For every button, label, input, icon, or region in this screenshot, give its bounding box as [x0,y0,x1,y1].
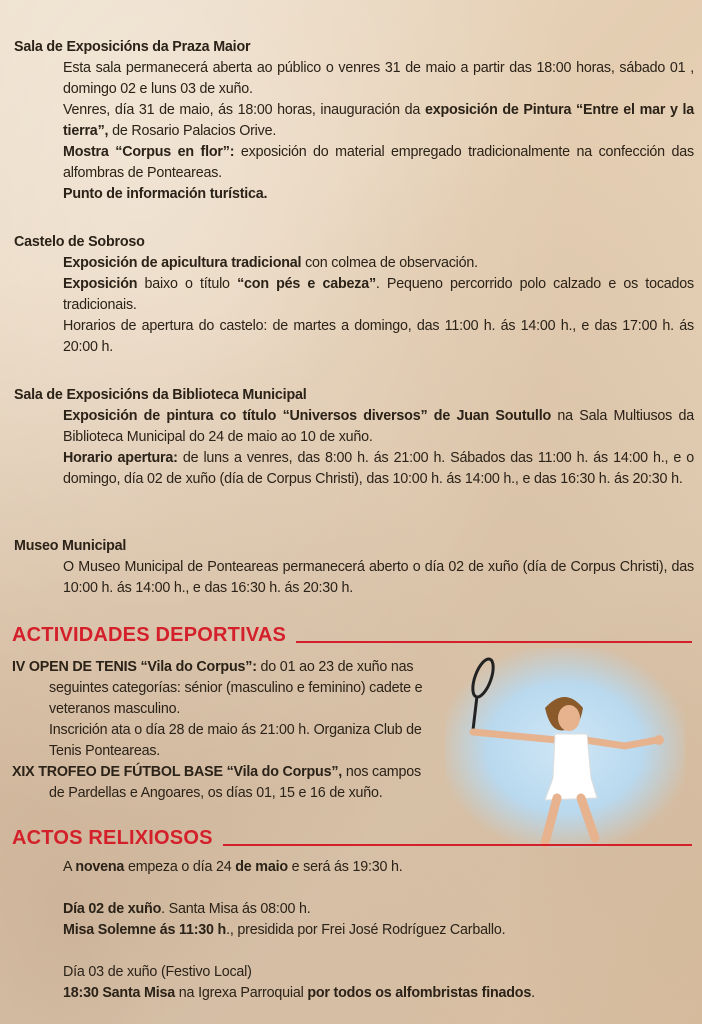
section-title: Sala de Exposicións da Praza Maior [14,39,251,55]
heading-text: ACTIVIDADES DEPORTIVAS [12,624,287,646]
spacer [63,941,683,962]
paragraph: O Museo Municipal de Ponteareas permanecerá aberto o día 02 de xuño (día de Corpus Christi), das 10:00 h. ás 14:00 h., e das 16:30 h. ás 20:30 h. [63,559,694,596]
text: de luns a venres, das 8:00 h. ás 21:00 h. Sábados das 11:00 h. ás 14:00 h., e o domingo, día 02 de xuño (día de Corpus Christi), das 10:00 h. ás 14:00 h., e das 16:30 h. ás 20:30 h. [63,450,695,487]
section-biblioteca [14,385,694,490]
section-praza-maior [14,37,694,205]
paragraph [63,899,683,920]
paragraph [63,920,683,941]
heading-rule [223,844,692,846]
list-item-tenis [12,657,452,678]
text: Venres, día 31 de maio, ás 18:00 horas, inauguración da [63,102,425,118]
text-bold: “con pés e cabeza” [237,276,376,292]
text-bold: Día 02 de xuño [63,901,162,917]
text: de Rosario Palacios Orive. [108,123,277,139]
paragraph [63,142,694,184]
text: exposición do material empregado tradicionalmente na confección das alfombras de Ponteareas. [63,144,694,181]
paragraph [63,448,694,490]
text-bold: exposición de Pintura “Entre el mar y la tierra”, [63,102,695,139]
text-bold: Exposición de apicultura tradicional [63,255,302,271]
section-title: Sala de Exposicións da Biblioteca Municipal [14,387,307,403]
list-item-futbol [12,762,452,783]
text-bold: Exposición [63,276,138,292]
paragraph: Inscrición ata o día 28 de maio ás 21:00 h. Organiza Club de Tenis Ponteareas. [49,722,422,759]
paragraph: Esta sala permanecerá aberta ao público o venres 31 de maio a partir das 18:00 horas, sábado 01 , domingo 02 e luns 03 de xuño. [63,60,694,97]
paragraph: Horarios de apertura do castelo: de martes a domingo, das 11:00 h. ás 14:00 h., e das 17:00 h. ás 20:00 h. [63,318,694,355]
spacer [63,878,683,899]
tennis-player-illustration [445,648,685,848]
text: do 01 ao 23 de xuño nas [256,659,414,675]
text-bold: Exposición de pintura co título “Universos diversos” de Juan Soutullo [63,408,552,424]
text: e será ás 19:30 h. [287,859,403,875]
text-bold: Mostra “Corpus en flor”: [63,144,235,160]
section-title: Museo Municipal [14,538,127,554]
section-body [14,557,694,599]
text: . [531,985,535,1001]
text-bold: Horario apertura: [63,450,178,466]
paragraph: Punto de información turística. [63,186,268,202]
paragraph: Día 03 de xuño (Festivo Local) [63,964,252,980]
text: . Pequeno percorrido polo calzado e os tocados tradicionais. [63,276,694,313]
text: empeza o día 24 [124,859,236,875]
text: ., presidida por Frei José Rodríguez Carballo. [226,922,506,938]
heading-rule [296,641,692,643]
section-museo [14,536,694,599]
text: . Santa Misa ás 08:00 h. [161,901,311,917]
text: na Sala Multiusos da Biblioteca Municipal do 24 de maio ao 10 de xuño. [63,408,694,445]
section-castelo [14,232,694,358]
heading-actos-relixiosos [12,827,692,850]
text: A [63,859,76,875]
text-bold: XIX TROFEO DE FÚTBOL BASE “Vila do Corpus”, [12,764,343,780]
paragraph: seguintes categorías: sénior (masculino e feminino) cadete e veteranos masculino. [49,680,423,717]
paragraph [63,253,694,274]
text: baixo o título [137,276,238,292]
paragraph: de Pardellas e Angoares, os días 01, 15 e 16 de xuño. [49,785,383,801]
text-bold: IV OPEN DE TENIS “Vila do Corpus”: [12,659,257,675]
text-bold: 18:30 Santa Misa [63,985,176,1001]
section-title: Castelo de Sobroso [14,234,145,250]
heading-text: ACTOS RELIXIOSOS [12,827,213,849]
text: na Igrexa Parroquial [175,985,308,1001]
paragraph [63,274,694,316]
tennis-player-photo [445,648,685,848]
text: nos campos [342,764,421,780]
list-deportivas [12,657,452,804]
section-body [14,253,694,358]
text-bold: Misa Solemne ás 11:30 h [63,922,227,938]
paragraph [63,857,683,878]
text-bold: novena [75,859,125,875]
list-relixiosos [63,857,683,1004]
section-body [14,58,694,205]
paragraph [63,100,694,142]
paragraph [63,983,683,1004]
paragraph [63,406,694,448]
text: con colmea de observación. [301,255,478,271]
text-bold: de maio [235,859,288,875]
heading-actividades-deportivas [12,624,692,647]
text-bold: por todos os alfombristas finados [307,985,532,1001]
section-body [14,406,694,490]
